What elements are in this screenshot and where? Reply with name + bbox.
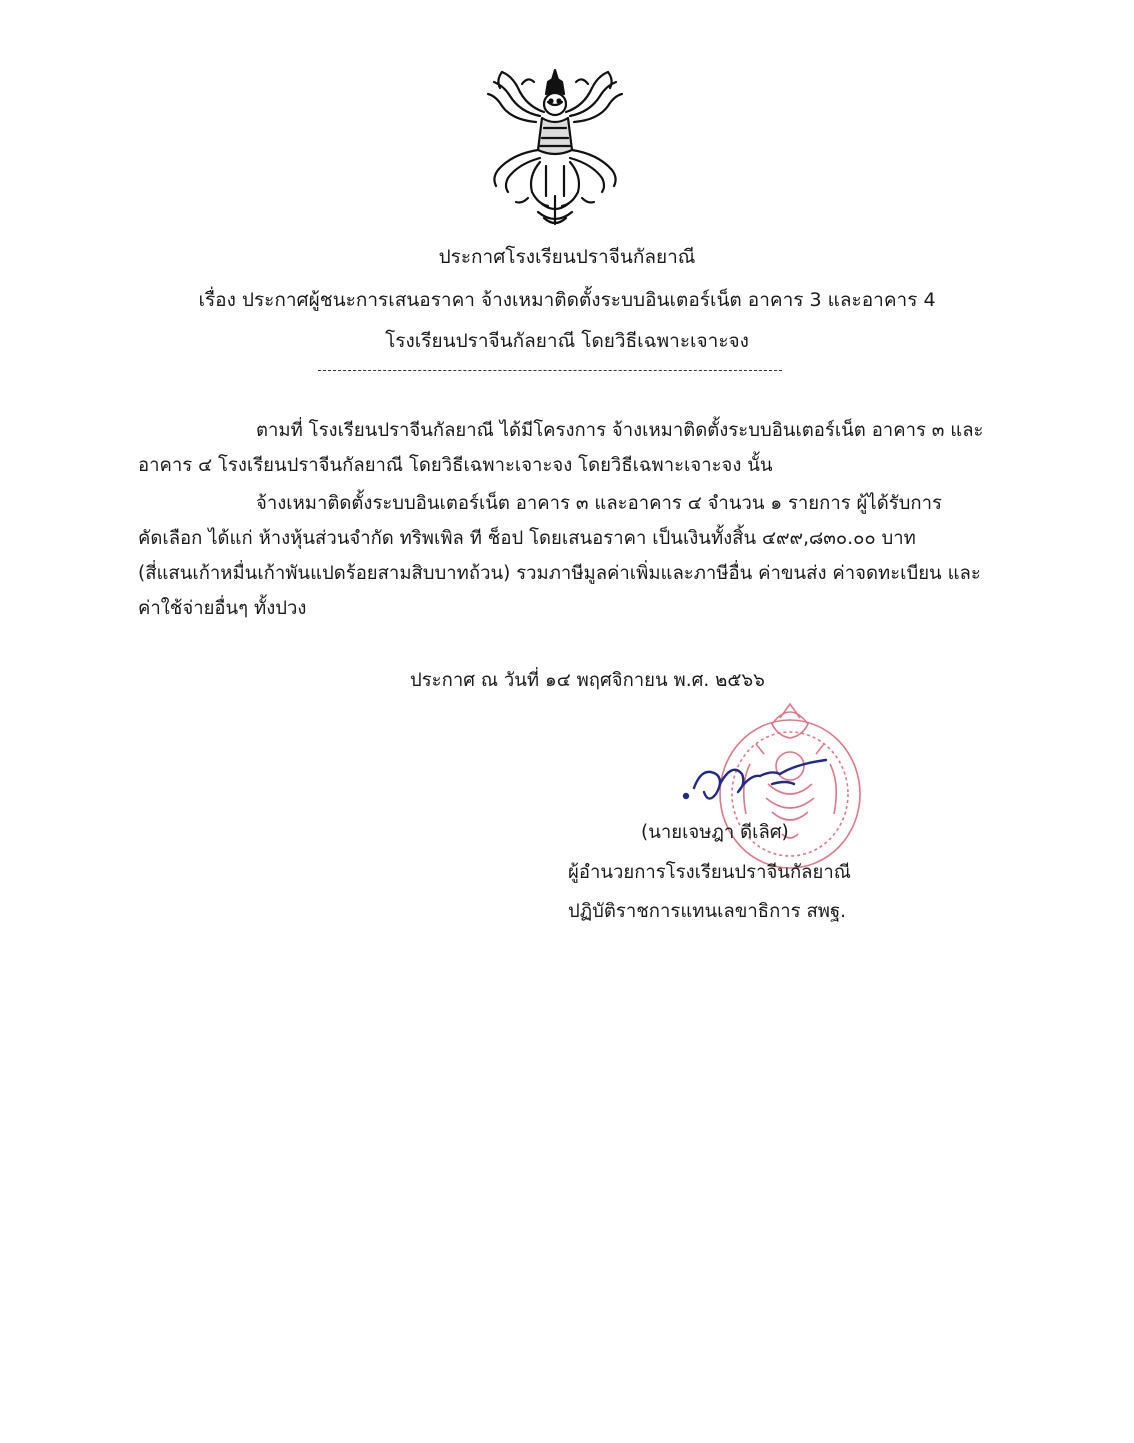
header-divider [318,370,782,371]
garuda-emblem-icon [482,66,628,228]
body-line: คัดเลือก ได้แก่ ห้างหุ้นส่วนจำกัด ทริพเพิล ที ช็อป โดยเสนอราคา เป็นเงินทั้งสิ้น ๔๙๙,๘๓๐.๐๐ บาท [138,528,916,549]
announcement-date: ประกาศ ณ วันที่ ๑๔ พฤศจิกายน พ.ศ. ๒๕๖๖ [410,670,765,691]
signature-icon [676,744,856,814]
body-line: อาคาร ๔ โรงเรียนปราจีนกัลยาณี โดยวิธีเฉพาะเจาะจง โดยวิธีเฉพาะเจาะจง นั้น [138,455,773,476]
signatory-acting-for: ปฏิบัติราชการแทนเลขาธิการ สพฐ. [568,901,847,922]
body-line: (สี่แสนเก้าหมื่นเก้าพันแปดร้อยสามสิบบาทถ้วน) รวมภาษีมูลค่าเพิ่มและภาษีอื่น ค่าขนส่ง ค่าจดทะเบียน และ [138,563,981,584]
body-line: จ้างเหมาติดตั้งระบบอินเตอร์เน็ต อาคาร ๓ และอาคาร ๔ จำนวน ๑ รายการ ผู้ได้รับการ [256,493,942,514]
body-line: ค่าใช้จ่ายอื่นๆ ทั้งปวง [138,598,307,619]
signatory-name: (นายเจษฎา ดีเลิศ) [641,822,789,843]
body-line: ตามที่ โรงเรียนปราจีนกัลยาณี ได้มีโครงการ จ้างเหมาติดตั้งระบบอินเตอร์เน็ต อาคาร ๓ และ [256,420,984,441]
signatory-position: ผู้อำนวยการโรงเรียนปราจีนกัลยาณี [568,862,851,883]
announcement-subject-continued: โรงเรียนปราจีนกัลยาณี โดยวิธีเฉพาะเจาะจง [385,330,749,352]
announcement-title: ประกาศโรงเรียนปราจีนกัลยาณี [438,246,696,268]
announcement-subject: เรื่อง ประกาศผู้ชนะการเสนอราคา จ้างเหมาติดตั้งระบบอินเตอร์เน็ต อาคาร 3 และอาคาร 4 [198,289,936,311]
